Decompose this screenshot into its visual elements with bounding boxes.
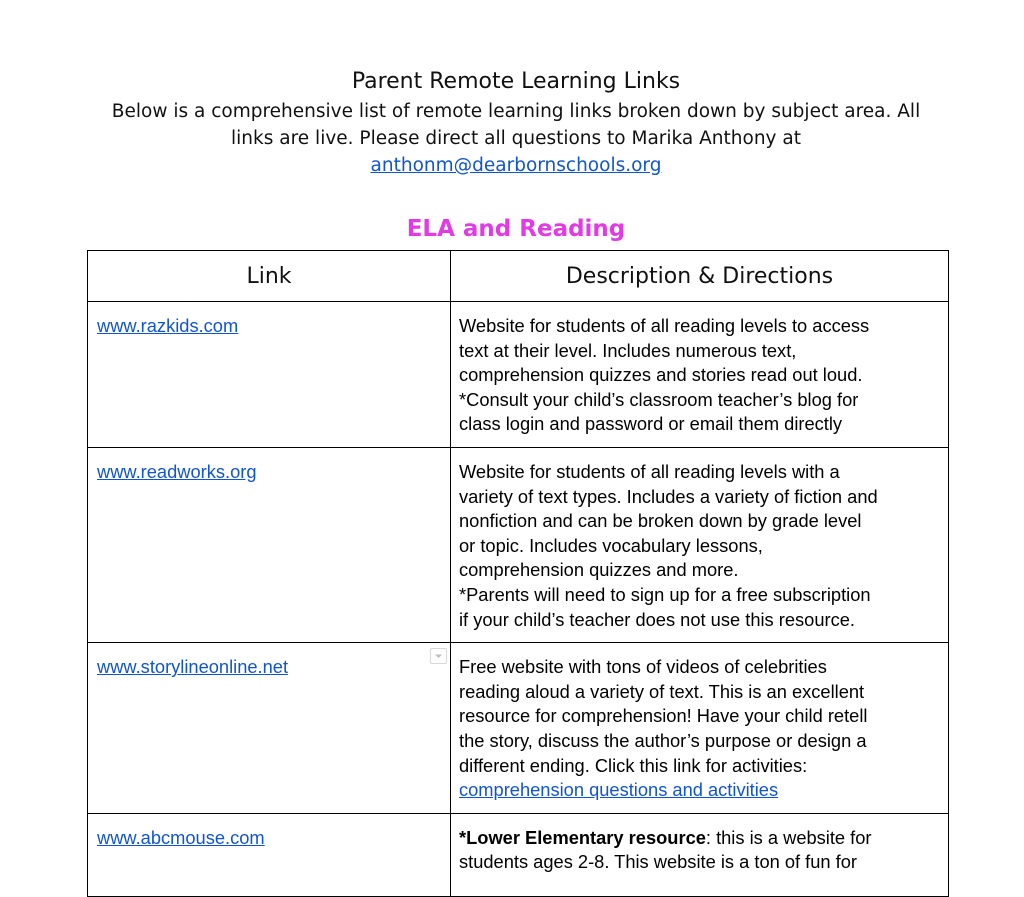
description-line: Website for students of all reading levels to access [459, 315, 870, 336]
description-text: : this is a website for [705, 826, 872, 848]
table-row [88, 448, 949, 643]
description-cell [451, 813, 949, 896]
contact-email-link[interactable]: anthonm@dearbornschools.org [370, 155, 662, 176]
chevron-down-icon[interactable] [430, 648, 447, 664]
link-cell [88, 302, 451, 448]
description-line: variety of text types. Includes a variety of fiction and [459, 485, 878, 507]
table-row [88, 643, 949, 814]
description-line: nonfiction and can be broken down by grade level [459, 510, 862, 532]
table-row [88, 813, 949, 896]
description-line: Free website with tons of videos of celebrities [459, 656, 827, 678]
column-header-link: Link [88, 251, 451, 302]
description-line: text at their level. Includes numerous text, [459, 339, 797, 361]
document-header [90, 66, 942, 179]
description-line: *Parents will need to sign up for a free subscription [459, 583, 871, 605]
link-cell [88, 643, 451, 814]
column-header-description: Description & Directions [451, 251, 949, 302]
description-line: different ending. Click this link for activities: [459, 754, 808, 776]
description-line: resource for comprehension! Have your child retell [459, 705, 868, 727]
description-cell [451, 643, 949, 814]
description-line: comprehension quizzes and more. [459, 559, 739, 581]
abcmouse-link[interactable]: www.abcmouse.com [97, 826, 265, 848]
links-table [87, 250, 949, 897]
description-cell [451, 302, 949, 448]
link-cell [88, 813, 451, 896]
description-line: class login and password or email them directly [459, 413, 843, 435]
description-line: students ages 2-8. This website is a ton of fun for [459, 851, 858, 873]
intro-line-2: links are live. Please direct all questions to Marika Anthony at [231, 128, 801, 149]
description-line: or topic. Includes vocabulary lessons, [459, 534, 763, 556]
description-line: the story, discuss the author’s purpose or design a [459, 729, 867, 751]
description-line: reading aloud a variety of text. This is an excellent [459, 680, 865, 702]
description-line: comprehension quizzes and stories read out loud. [459, 364, 863, 386]
description-line: *Consult your child’s classroom teacher’s blog for [459, 388, 859, 410]
description-cell [451, 448, 949, 643]
comprehension-activities-link[interactable]: comprehension questions and activities [459, 779, 779, 801]
intro-line-1: Below is a comprehensive list of remote learning links broken down by subject area. All [111, 101, 921, 122]
table-header-row [88, 251, 949, 302]
description-line: Website for students of all reading levels with a [459, 461, 840, 482]
storylineonline-link[interactable]: www.storylineonline.net [97, 656, 289, 678]
description-line: if your child’s teacher does not use this resource. [459, 608, 855, 630]
readworks-link[interactable]: www.readworks.org [97, 461, 257, 482]
page-title: Parent Remote Learning Links [351, 69, 681, 94]
description-line [459, 826, 940, 851]
section-heading: ELA and Reading [406, 216, 626, 242]
razkids-link[interactable]: www.razkids.com [97, 315, 239, 336]
lower-elementary-label: *Lower Elementary resource [459, 826, 706, 848]
link-cell [88, 448, 451, 643]
table-row [88, 302, 949, 448]
